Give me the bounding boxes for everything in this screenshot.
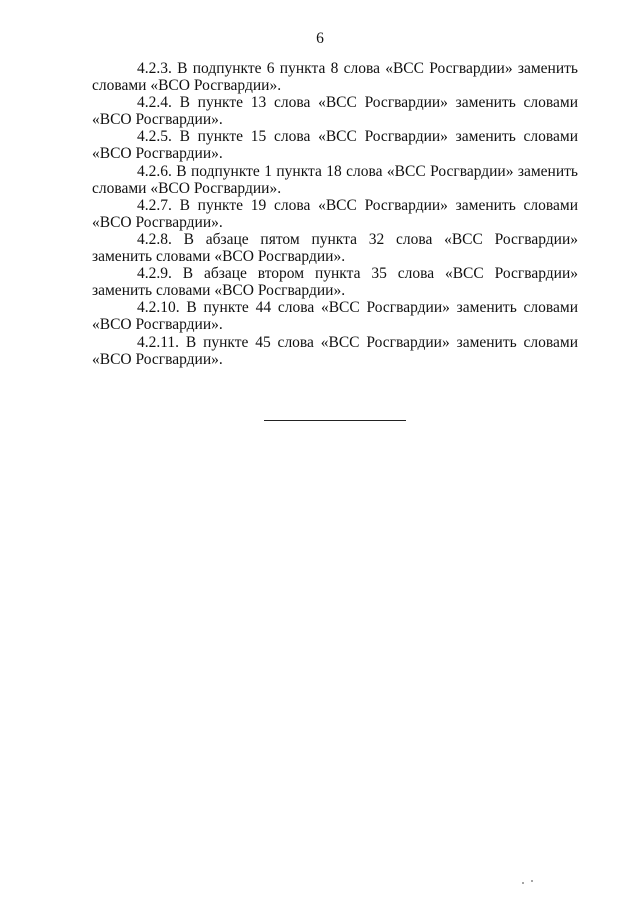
document-body — [92, 60, 578, 368]
paragraph-4-2-4: 4.2.4. В пункте 13 слова «ВСС Росгвардии» заменить словами «ВСО Росгвардии». — [92, 94, 578, 129]
end-separator-line — [264, 420, 406, 421]
paragraph-4-2-11: 4.2.11. В пункте 45 слова «ВСС Росгвардии» заменить словами «ВСО Росгвардии». — [92, 333, 578, 368]
page-number: 6 — [316, 30, 324, 47]
scan-speck — [531, 880, 533, 882]
paragraph-4-2-3: 4.2.3. В подпункте 6 пункта 8 слова «ВСС Росгвардии» заменить словами «ВСО Росгвардии». — [92, 60, 578, 95]
paragraph-4-2-9: 4.2.9. В абзаце втором пункта 35 слова «ВСС Росгвардии» заменить словами «ВСО Росгвардии». — [92, 265, 578, 300]
paragraph-4-2-10: 4.2.10. В пункте 44 слова «ВСС Росгвардии» заменить словами «ВСО Росгвардии». — [92, 299, 578, 334]
paragraph-4-2-7: 4.2.7. В пункте 19 слова «ВСС Росгвардии» заменить словами «ВСО Росгвардии». — [92, 196, 578, 231]
paragraph-4-2-5: 4.2.5. В пункте 15 слова «ВСС Росгвардии» заменить словами «ВСО Росгвардии». — [92, 128, 578, 163]
paragraph-4-2-8: 4.2.8. В абзаце пятом пункта 32 слова «ВСС Росгвардии» заменить словами «ВСО Росгвардии». — [92, 230, 578, 266]
paragraph-4-2-6: 4.2.6. В подпункте 1 пункта 18 слова «ВСС Росгвардии» заменить словами «ВСО Росгвардии». — [92, 162, 578, 197]
scan-speck — [522, 882, 524, 884]
